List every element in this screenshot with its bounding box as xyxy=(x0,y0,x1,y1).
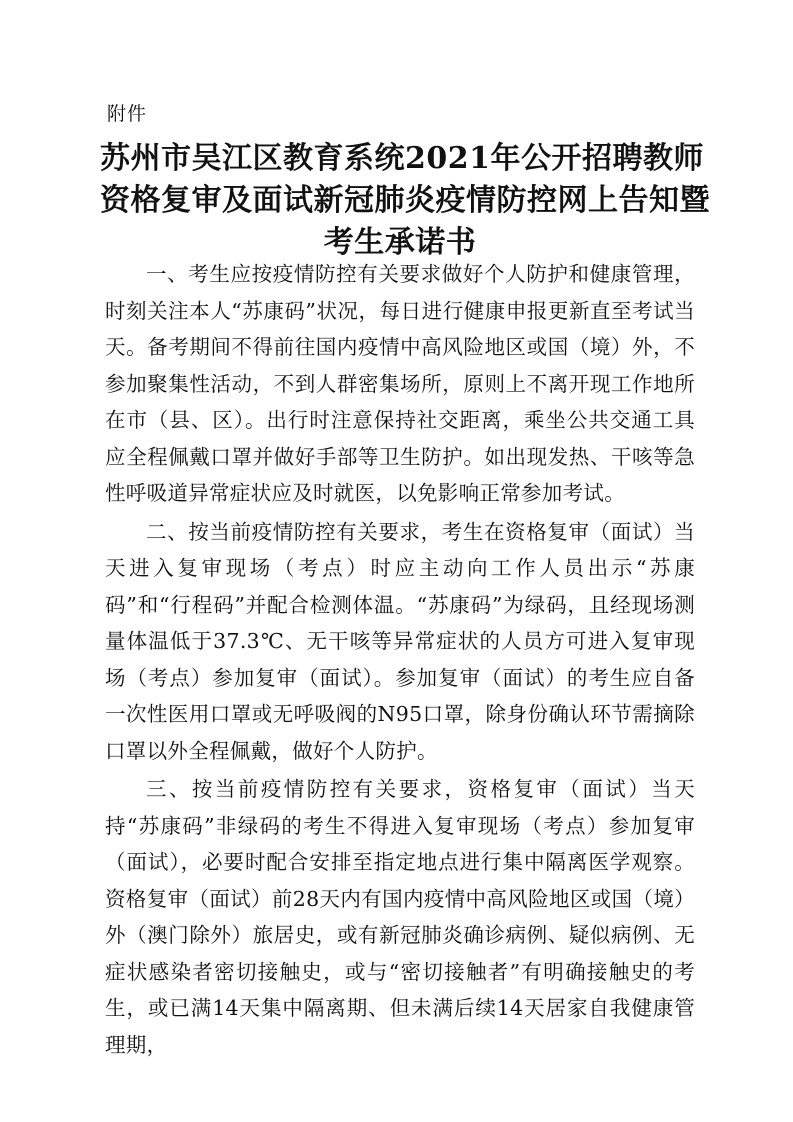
title-line-3: 考生承诺书 xyxy=(323,225,477,260)
paragraph-3: 三、按当前疫情防控有关要求，资格复审（面试）当天持“苏康码”非绿码的考生不得进入复审现场（考点）参加复审（面试），必要时配合安排至指定地点进行集中隔离医学观察。资格复审（面试）前28天内有国内疫情中高风险地区或国（境）外（澳门除外）旅居史，或有新冠肺炎确诊病例、疑似病例、无症状感染者密切接触史，或与“密切接触者”有明确接触史的考生，或已满14天集中隔离期、但未满后续14天居家自我健康管理期， xyxy=(105,777,695,1057)
title-line-1: 苏州市吴江区教育系统2021年公开招聘教师 xyxy=(100,141,704,176)
title-line-2: 资格复审及面试新冠肺炎疫情防控网上告知暨 xyxy=(100,183,710,218)
paragraph-1: 一、考生应按疫情防控有关要求做好个人防护和健康管理，时刻关注本人“苏康码”状况，每日进行健康申报更新直至考试当天。备考期间不得前往国内疫情中高风险地区或国（境）外，不参加聚集性活动，不到人群密集场所，原则上不离开现工作地所在市（县、区）。出行时注意保持社交距离，乘坐公共交通工具应全程佩戴口罩并做好手部等卫生防护。如出现发热、干咳等急性呼吸道异常症状应及时就医，以免影响正常参加考试。 xyxy=(105,262,695,505)
document-title xyxy=(100,138,710,264)
paragraph-2: 二、按当前疫情防控有关要求，考生在资格复审（面试）当天进入复审现场（考点）时应主动向工作人员出示“苏康码”和“行程码”并配合检测体温。“苏康码”为绿码，且经现场测量体温低于37.3℃、无干咳等异常症状的人员方可进入复审现场（考点）参加复审（面试）。参加复审（面试）的考生应自备一次性医用口罩或无呼吸阀的N95口罩，除身份确认环节需摘除口罩以外全程佩戴，做好个人防护。 xyxy=(105,519,695,763)
attachment-label: 附件 xyxy=(107,103,148,125)
document-body xyxy=(105,256,695,1063)
